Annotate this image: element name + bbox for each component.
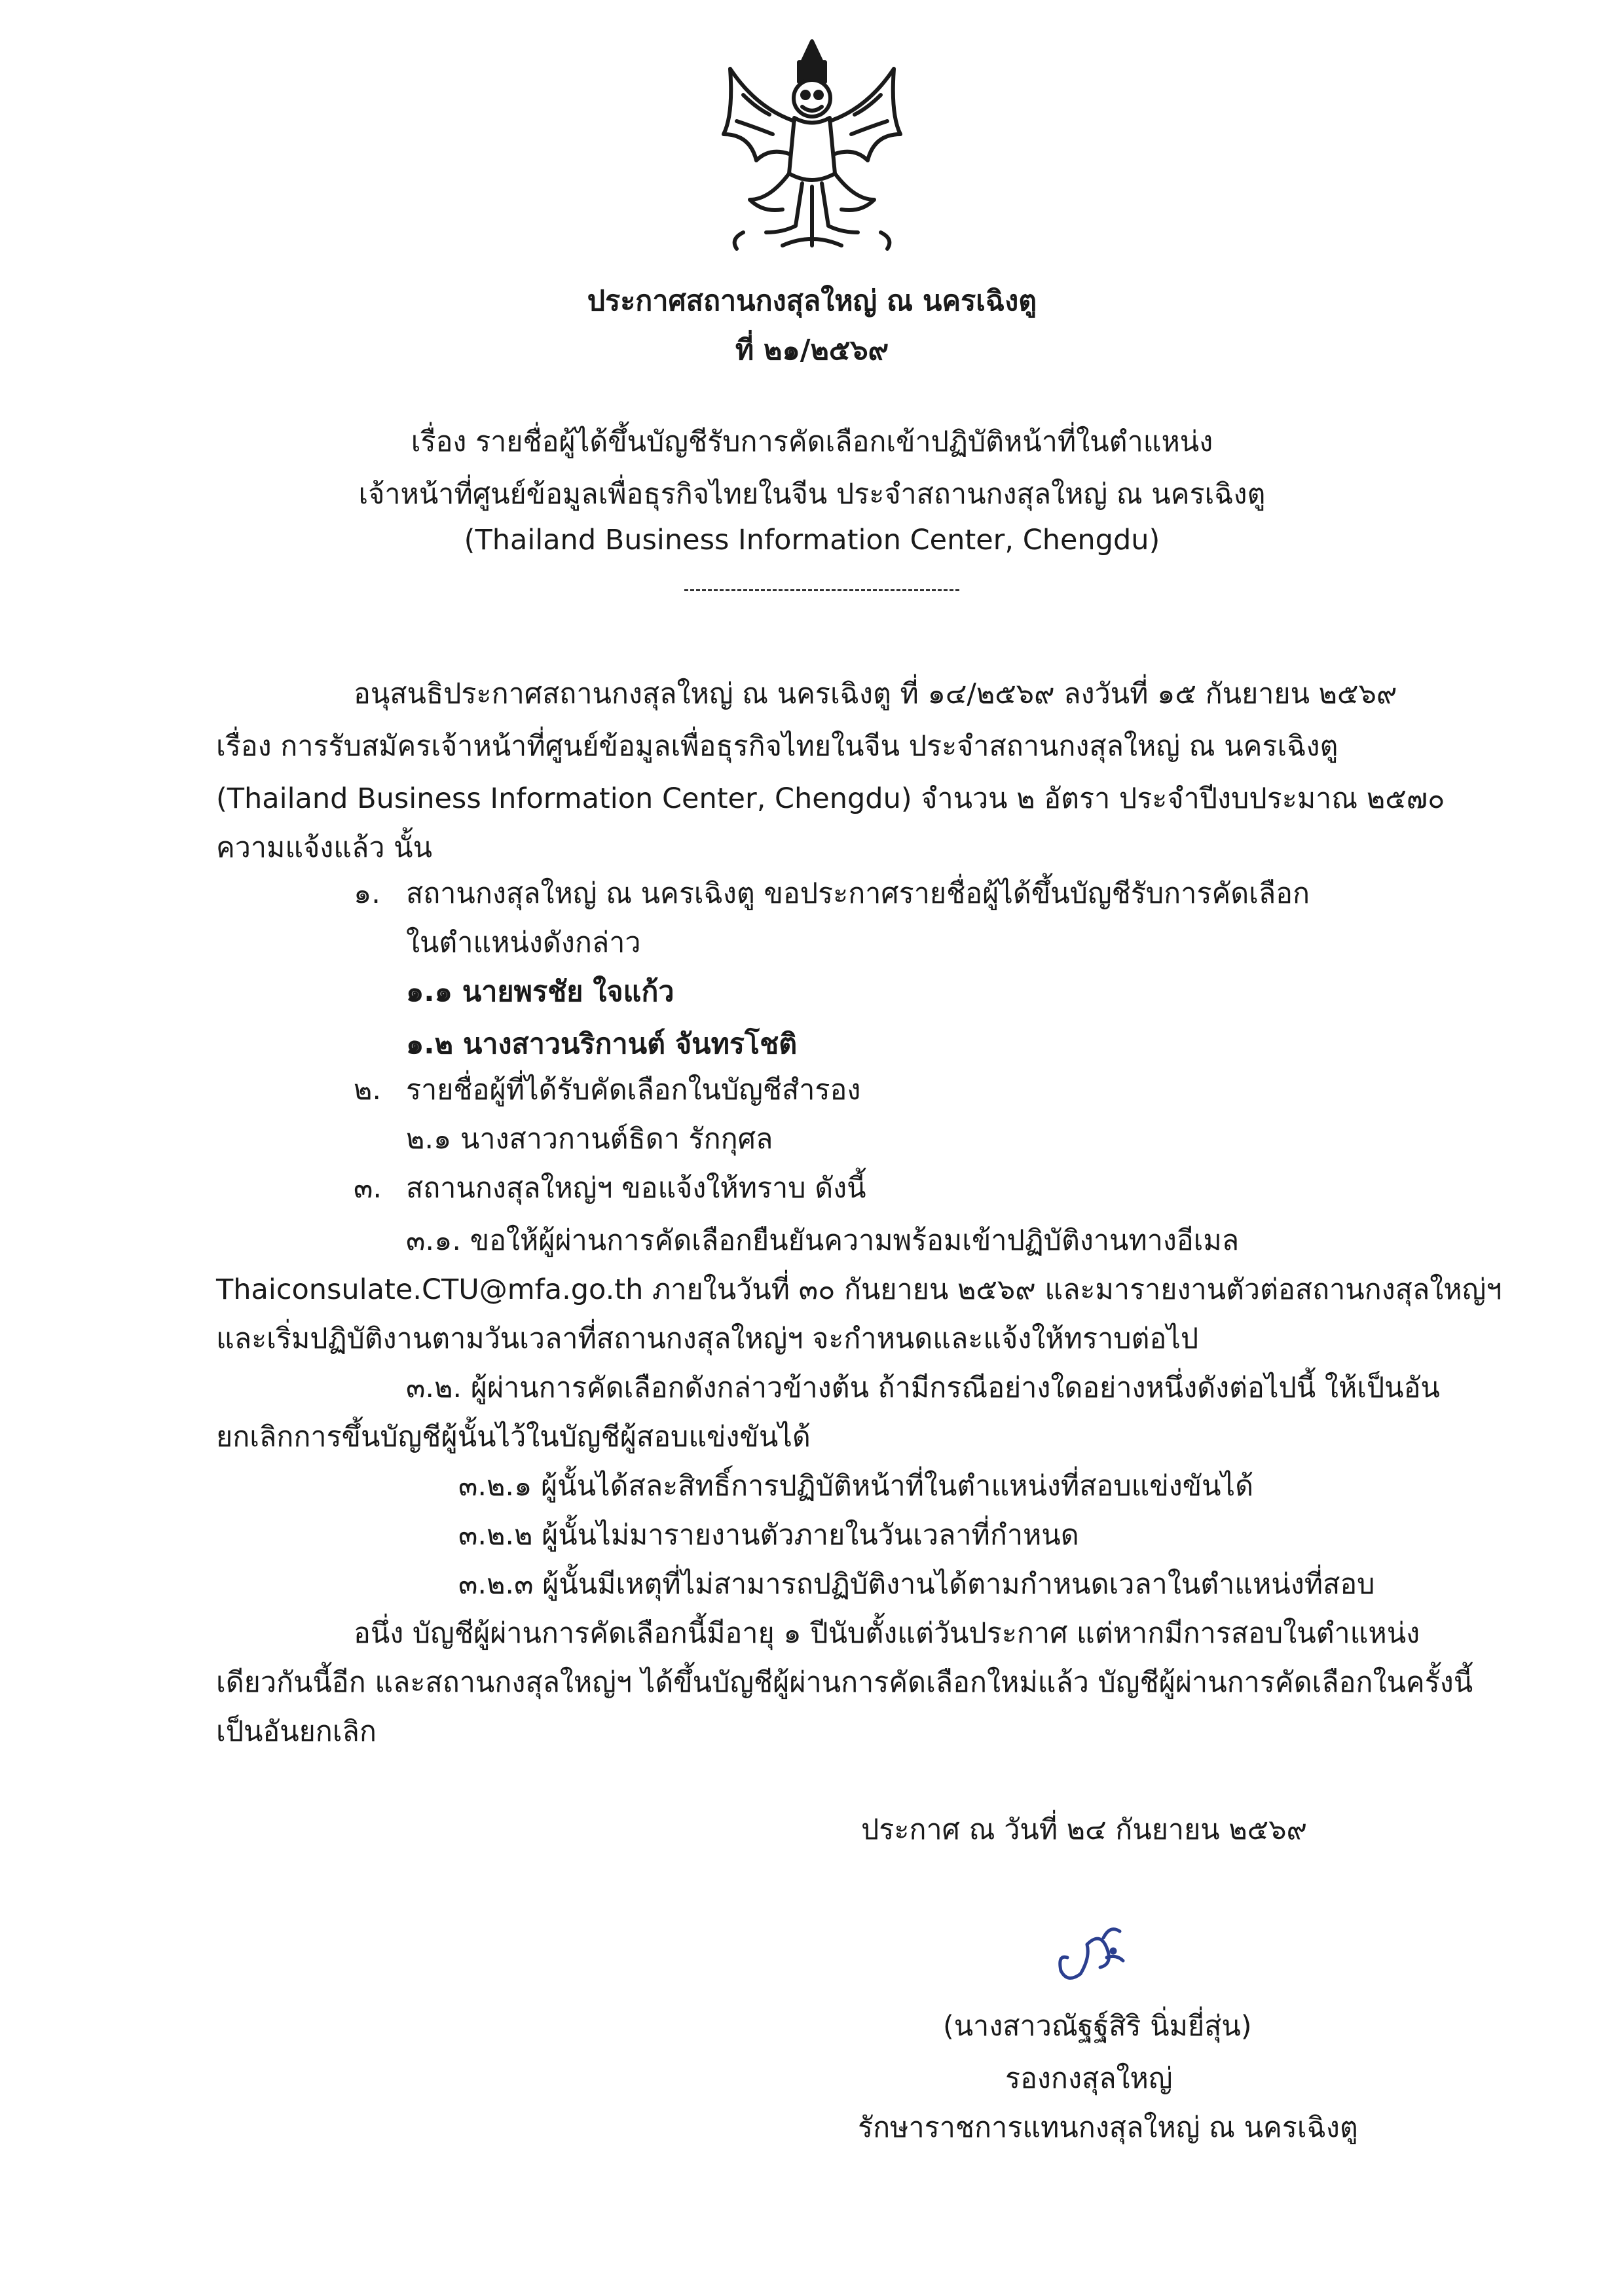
note-line-3: เป็นอันยกเลิก [216,1715,377,1748]
subject-line-3: (Thailand Business Information Center, Chengdu) [464,524,1160,556]
separator-line [684,589,959,591]
section-1-number: ๑. [354,877,380,910]
note-line-2: เดียวกันนี้อีก และสถานกงสุลใหญ่ฯ ได้ขึ้นบัญชีผู้ผ่านการคัดเลือกใหม่แล้ว บัญชีผู้ผ่านการคัดเลือกในครั้งนี้ [216,1666,1473,1699]
clause-3-2-1: ๓.๒.๑ ผู้นั้นได้สละสิทธิ์การปฏิบัติหน้าที่ในตำแหน่งที่สอบแข่งขันได้ [458,1470,1254,1503]
clause-3-1-line-3: และเริ่มปฏิบัติงานตามวันเวลาที่สถานกงสุลใหญ่ฯ จะกำหนดและแจ้งให้ทราบต่อไป [216,1322,1199,1355]
clause-3-2-3: ๓.๒.๓ ผู้นั้นมีเหตุที่ไม่สามารถปฏิบัติงานได้ตามกำหนดเวลาในตำแหน่งที่สอบ [458,1568,1375,1601]
selected-candidate-2: ๑.๒ นางสาวนริกานต์ จันทรโชติ [406,1028,798,1061]
subject-line-1: เรื่อง รายชื่อผู้ได้ขึ้นบัญชีรับการคัดเลือกเข้าปฏิบัติหน้าที่ในตำแหน่ง [411,426,1213,458]
document-number: ที่ ๒๑/๒๕๖๙ [735,334,889,367]
note-line-1: อนึ่ง บัญชีผู้ผ่านการคัดเลือกนี้มีอายุ ๑ ปีนับตั้งแต่วันประกาศ แต่หากมีการสอบในตำแหน่ง [354,1617,1420,1650]
section-2-number: ๒. [354,1074,382,1106]
section-1-line-2: ในตำแหน่งดังกล่าว [406,926,641,959]
intro-line-2: เรื่อง การรับสมัครเจ้าหน้าที่ศูนย์ข้อมูลเพื่อธุรกิจไทยในจีน ประจำสถานกงสุลใหญ่ ณ นครเฉิงตู [216,730,1338,763]
clause-3-2-line-2: ยกเลิกการขึ้นบัญชีผู้นั้นไว้ในบัญชีผู้สอบแข่งขันได้ [216,1421,811,1453]
section-2-line-1: รายชื่อผู้ที่ได้รับคัดเลือกในบัญชีสำรอง [406,1074,861,1106]
document-title: ประกาศสถานกงสุลใหญ่ ณ นครเฉิงตู [587,285,1037,318]
signatory-name: (นางสาวณัฐฐ์สิริ นิ่มยี่สุ่น) [943,2010,1252,2043]
reserve-candidate-1: ๒.๑ นางสาวกานต์ธิดา รักกุศล [406,1123,773,1156]
subject-line-2: เจ้าหน้าที่ศูนย์ข้อมูลเพื่อธุรกิจไทยในจีน ประจำสถานกงสุลใหญ่ ณ นครเฉิงตู [358,478,1266,511]
intro-line-3: (Thailand Business Information Center, Chengdu) จำนวน ๒ อัตรา ประจำปีงบประมาณ ๒๕๗๐ [216,782,1445,815]
signatory-title-1: รองกงสุลใหญ่ [1005,2062,1173,2095]
selected-candidate-1: ๑.๑ นายพรชัย ใจแก้ว [406,975,674,1008]
intro-line-1: อนุสนธิประกาศสถานกงสุลใหญ่ ณ นครเฉิงตู ที่ ๑๔/๒๕๖๙ ลงวันที่ ๑๕ กันยายน ๒๕๖๙ [354,678,1397,710]
signatory-title-2: รักษาราชการแทนกงสุลใหญ่ ณ นครเฉิงตู [858,2111,1358,2144]
clause-3-2-2: ๓.๒.๒ ผู้นั้นไม่มารายงานตัวภายในวันเวลาที่กำหนด [458,1519,1079,1552]
handwritten-signature [1041,1918,1139,1990]
section-1-line-1: สถานกงสุลใหญ่ ณ นครเฉิงตู ขอประกาศรายชื่อผู้ได้ขึ้นบัญชีรับการคัดเลือก [406,877,1310,910]
clause-3-1-line-1: ๓.๑. ขอให้ผู้ผ่านการคัดเลือกยืนยันความพร้อมเข้าปฏิบัติงานทางอีเมล [406,1224,1240,1257]
clause-3-1-line-2: Thaiconsulate.CTU@mfa.go.th ภายในวันที่ ๓๐ กันยายน ๒๕๖๙ และมารายงานตัวต่อสถานกงสุลใหญ่ฯ [216,1273,1502,1306]
section-3-number: ๓. [354,1172,382,1205]
section-3-line-1: สถานกงสุลใหญ่ฯ ขอแจ้งให้ทราบ ดังนี้ [406,1172,866,1205]
clause-3-2-line-1: ๓.๒. ผู้ผ่านการคัดเลือกดังกล่าวข้างต้น ถ้ามีกรณีอย่างใดอย่างหนึ่งดังต่อไปนี้ ให้เป็นอัน [406,1372,1440,1404]
garuda-emblem-icon [704,36,920,259]
announcement-date: ประกาศ ณ วันที่ ๒๔ กันยายน ๒๕๖๙ [861,1813,1308,1846]
intro-line-4: ความแจ้งแล้ว นั้น [216,831,432,864]
